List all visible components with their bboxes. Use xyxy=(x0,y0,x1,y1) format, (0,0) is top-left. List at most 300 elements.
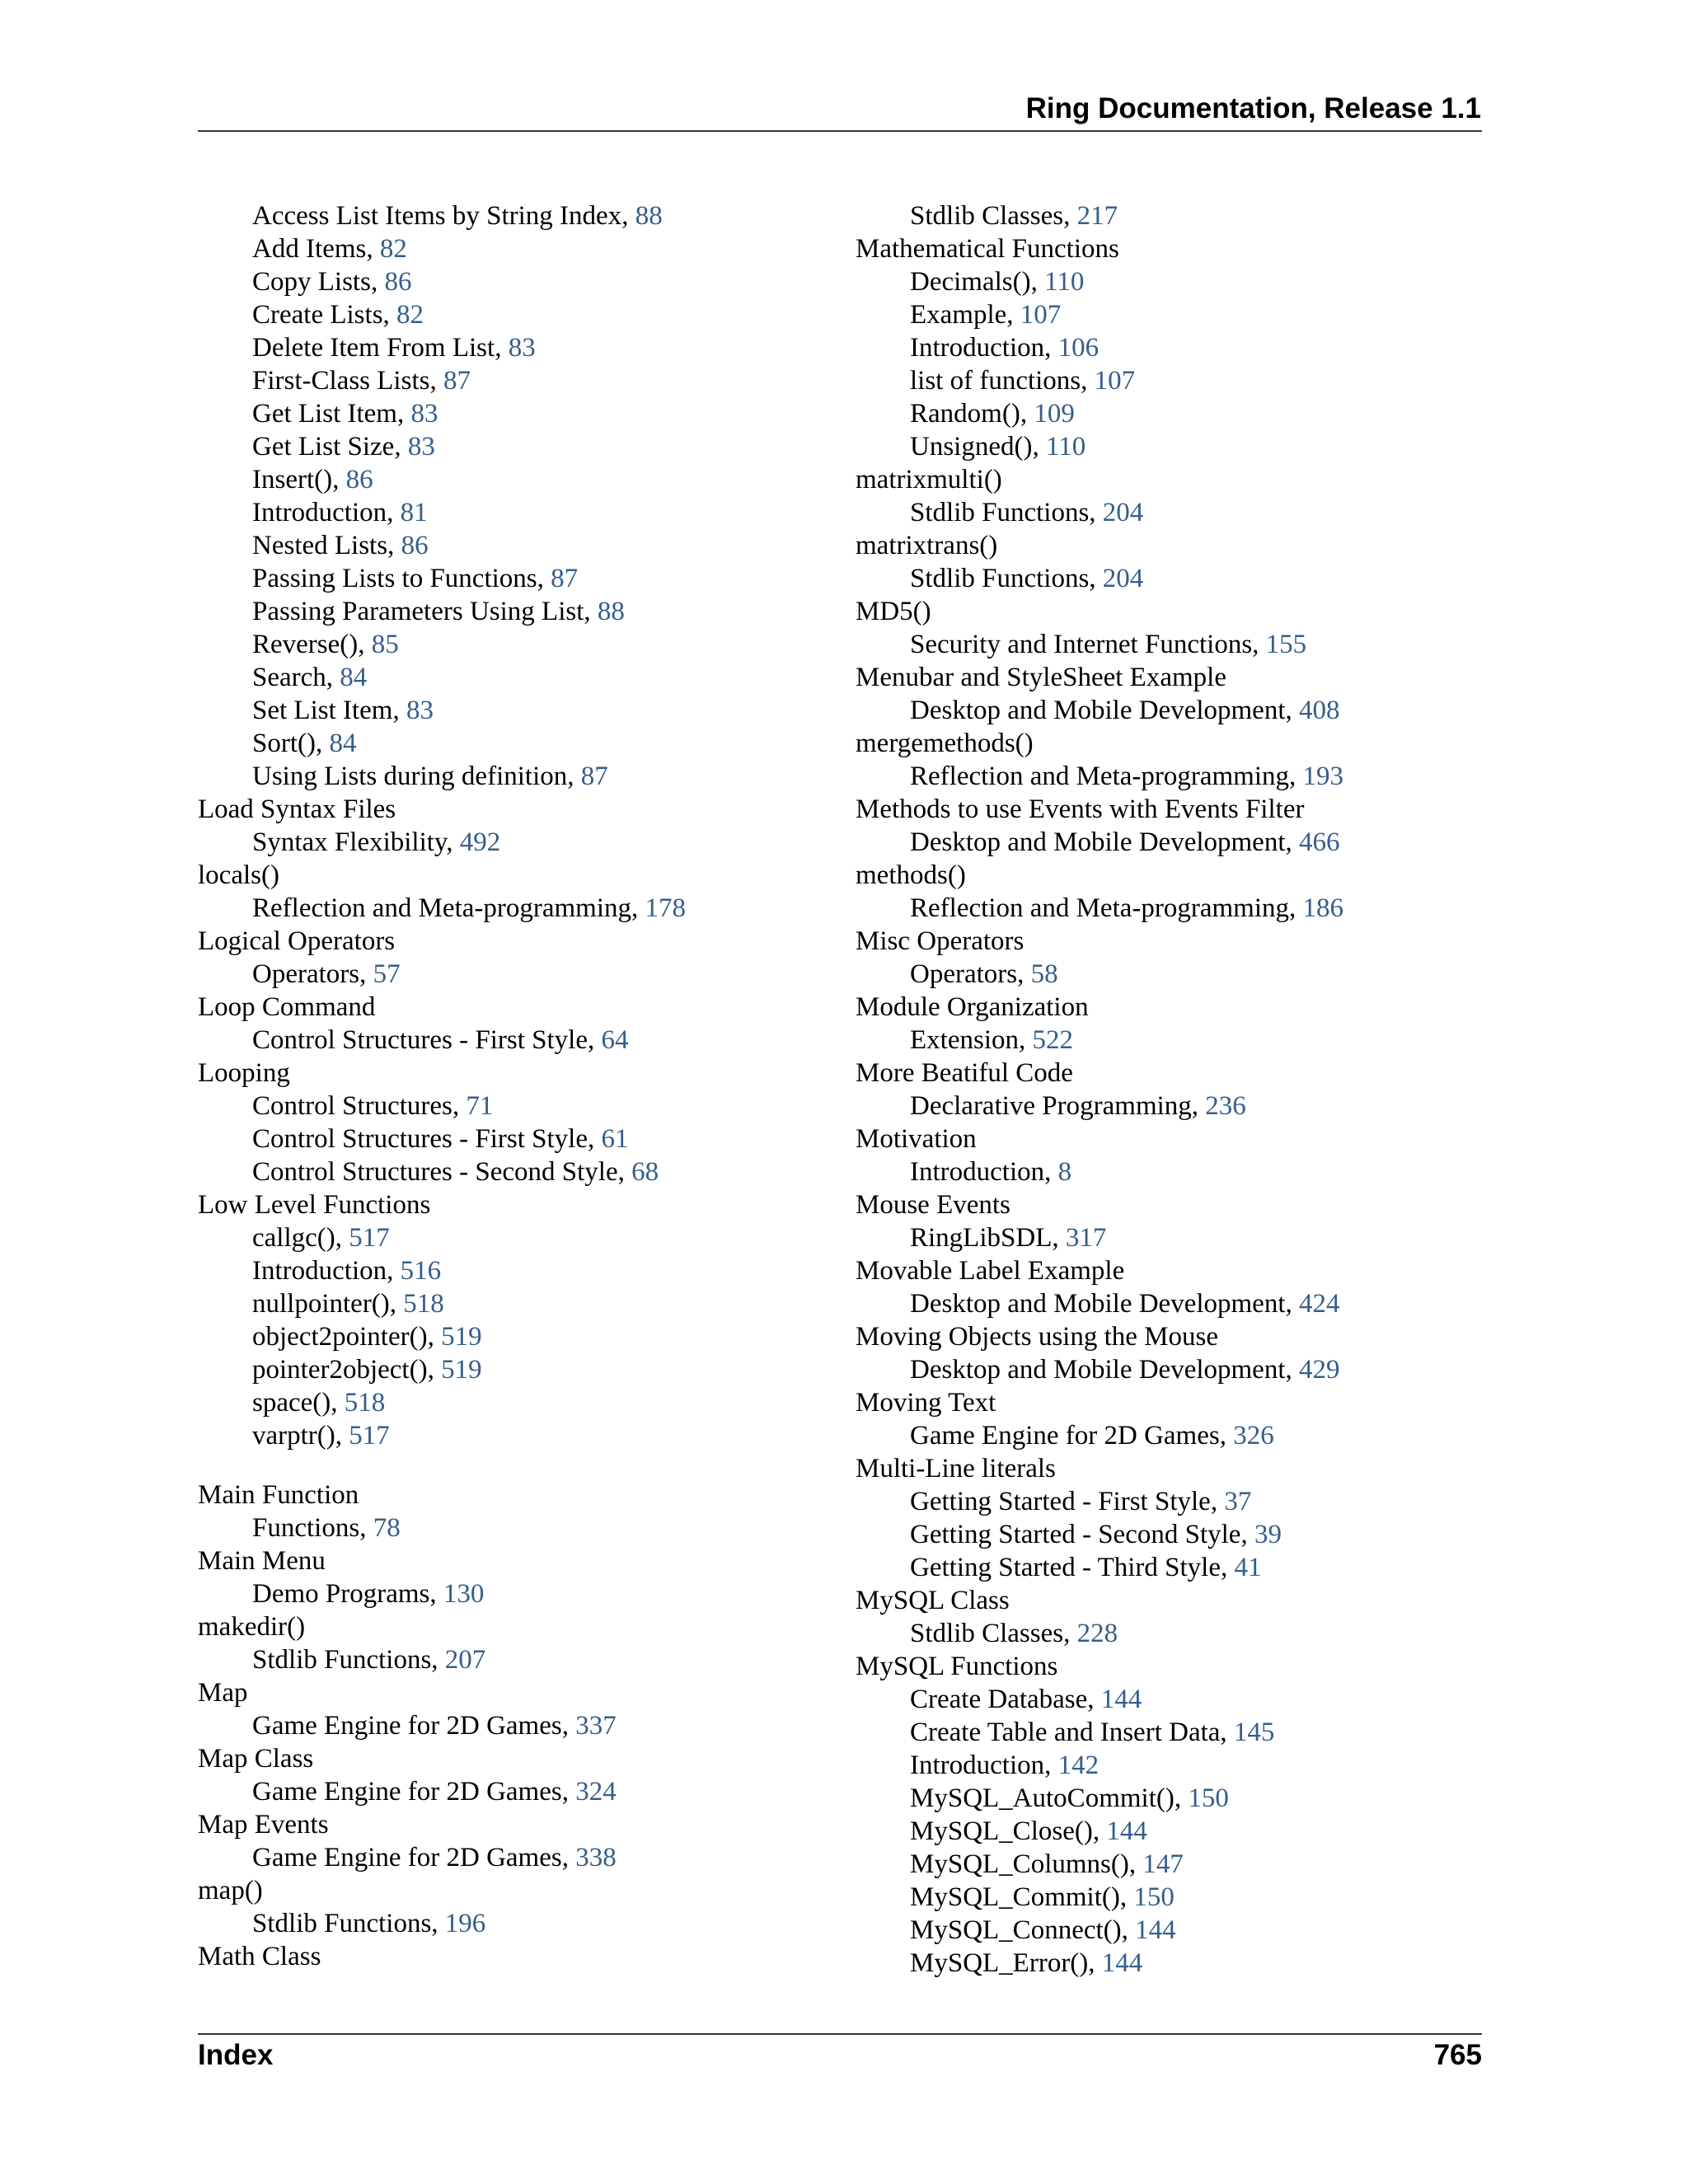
page-reference-link[interactable]: 41 xyxy=(1234,1553,1262,1582)
index-entry-label: Getting Started - Second Style xyxy=(910,1520,1241,1549)
index-entry-label: Logical Operators xyxy=(198,926,396,956)
index-entry-label: Getting Started - First Style xyxy=(910,1487,1211,1516)
index-entry-label: Stdlib Functions xyxy=(910,564,1090,593)
index-entry-label: Operators xyxy=(252,959,360,989)
index-subentry xyxy=(856,628,1343,661)
page-reference-link[interactable]: 466 xyxy=(1299,827,1340,857)
index-entry-label: Game Engine for 2D Games xyxy=(252,1777,562,1807)
footer-section-label: Index xyxy=(198,2039,274,2071)
index-entry-label: callgc() xyxy=(252,1223,335,1253)
index-subentry xyxy=(856,1782,1343,1815)
index-separator: , xyxy=(396,399,411,429)
page-reference-link[interactable]: 82 xyxy=(396,300,424,330)
index-separator: , xyxy=(1044,1750,1058,1780)
index-entry-label: Looping xyxy=(198,1058,290,1088)
page-reference-link[interactable]: 144 xyxy=(1100,1685,1142,1714)
index-entry xyxy=(198,1057,686,1090)
page-reference-link[interactable]: 86 xyxy=(401,531,429,560)
index-subentry xyxy=(856,364,1343,397)
index-subentry xyxy=(198,529,686,562)
page-reference-link[interactable]: 424 xyxy=(1299,1289,1340,1319)
index-entry-label: MySQL Functions xyxy=(856,1652,1058,1681)
page-reference-link[interactable]: 518 xyxy=(403,1289,444,1319)
page-reference-link[interactable]: 87 xyxy=(580,762,608,791)
index-entry-label: MySQL_Columns() xyxy=(910,1849,1129,1879)
page-reference-link[interactable]: 217 xyxy=(1076,201,1118,231)
page-reference-link[interactable]: 130 xyxy=(443,1579,485,1609)
index-entry-label: Decimals() xyxy=(910,267,1031,297)
page-reference-link[interactable]: 429 xyxy=(1299,1355,1340,1385)
page-reference-link[interactable]: 144 xyxy=(1135,1915,1176,1945)
index-entry-label: Stdlib Functions xyxy=(252,1909,432,1938)
index-subentry xyxy=(198,1320,686,1353)
index-separator: , xyxy=(359,1513,373,1543)
page-reference-link[interactable]: 83 xyxy=(407,432,435,462)
index-separator: , xyxy=(617,1157,632,1187)
index-entry-label: Sort() xyxy=(252,729,316,758)
page-reference-link[interactable]: 145 xyxy=(1233,1718,1275,1747)
index-entry xyxy=(856,463,1343,496)
index-subentry xyxy=(198,1643,686,1676)
index-entry-label: Passing Parameters Using List xyxy=(252,597,584,626)
index-separator: , xyxy=(1063,201,1077,231)
page-reference-link[interactable]: 324 xyxy=(575,1777,617,1807)
index-separator: , xyxy=(1285,827,1299,857)
page-reference-link[interactable]: 193 xyxy=(1302,762,1344,791)
index-entry-label: Module Organization xyxy=(856,992,1089,1022)
page-reference-link[interactable]: 144 xyxy=(1101,1948,1143,1978)
index-entry-label: Game Engine for 2D Games xyxy=(910,1421,1220,1451)
index-entry xyxy=(198,793,686,826)
index-entry-label: Introduction xyxy=(252,1256,387,1286)
index-entry-label: MySQL_Commit() xyxy=(910,1882,1120,1912)
index-entry xyxy=(198,1610,686,1643)
page-reference-link[interactable]: 155 xyxy=(1265,630,1307,659)
index-separator: , xyxy=(446,827,460,857)
index-entry-label: locals() xyxy=(198,860,279,890)
index-subentry xyxy=(198,826,686,859)
index-subentry xyxy=(856,430,1343,463)
index-separator: , xyxy=(1018,1025,1033,1055)
index-entry-label: Control Structures - First Style xyxy=(252,1025,588,1055)
index-separator: , xyxy=(1240,1520,1254,1549)
index-entry-label: MD5() xyxy=(856,597,931,626)
page-reference-link[interactable]: 228 xyxy=(1076,1619,1118,1648)
page-reference-link[interactable]: 107 xyxy=(1020,300,1062,330)
index-entry-label: Passing Lists to Functions xyxy=(252,564,537,593)
index-entry-label: matrixmulti() xyxy=(856,465,1002,494)
index-subentry xyxy=(856,1815,1343,1848)
index-separator: , xyxy=(567,762,581,791)
page-reference-link[interactable]: 150 xyxy=(1133,1882,1175,1912)
index-separator: , xyxy=(1087,1685,1101,1714)
index-entry-label: Getting Started - Third Style xyxy=(910,1553,1221,1582)
index-entry-label: Get List Size xyxy=(252,432,395,462)
index-separator: , xyxy=(1044,333,1058,363)
page-reference-link[interactable]: 88 xyxy=(635,201,663,231)
index-entry-label: Introduction xyxy=(910,1750,1045,1780)
index-entry-label: Misc Operators xyxy=(856,926,1025,956)
page-reference-link[interactable]: 338 xyxy=(575,1843,617,1872)
page-reference-link[interactable]: 147 xyxy=(1142,1849,1184,1879)
index-entry-label: pointer2object() xyxy=(252,1355,428,1385)
index-subentry xyxy=(856,397,1343,430)
page-reference-link[interactable]: 522 xyxy=(1032,1025,1073,1055)
index-separator: , xyxy=(1128,1849,1143,1879)
page-reference-link[interactable]: 517 xyxy=(349,1421,390,1451)
index-subentry xyxy=(856,331,1343,364)
index-subentry xyxy=(198,727,686,760)
index-entry-label: list of functions xyxy=(910,366,1081,396)
index-subentry xyxy=(856,1749,1343,1782)
index-separator: , xyxy=(331,1388,345,1418)
index-subentry xyxy=(198,331,686,364)
index-entry-label: Search xyxy=(252,663,326,692)
index-entry-label: Main Function xyxy=(198,1480,359,1510)
index-separator: , xyxy=(335,1223,349,1253)
page-reference-link[interactable]: 86 xyxy=(345,465,373,494)
index-separator: , xyxy=(431,1909,445,1938)
index-separator: , xyxy=(1017,959,1031,989)
index-entry-label: Reflection and Meta-programming xyxy=(910,893,1290,923)
index-entry-label: Stdlib Functions xyxy=(910,498,1090,527)
index-subentry xyxy=(856,265,1343,298)
index-subentry xyxy=(856,298,1343,331)
index-entry xyxy=(198,1940,686,1973)
index-subentry xyxy=(198,265,686,298)
index-separator: , xyxy=(1285,696,1299,725)
index-entry xyxy=(198,859,686,892)
page-reference-link[interactable]: 337 xyxy=(575,1711,617,1741)
page-reference-link[interactable]: 236 xyxy=(1205,1091,1246,1121)
index-entry-label: Reflection and Meta-programming xyxy=(910,762,1290,791)
index-entry xyxy=(856,925,1343,958)
page-reference-link[interactable]: 317 xyxy=(1065,1223,1107,1253)
index-subentry xyxy=(198,661,686,694)
index-separator: , xyxy=(1285,1355,1299,1385)
index-entry-label: Get List Item xyxy=(252,399,397,429)
index-subentry xyxy=(856,958,1343,991)
page-reference-link[interactable]: 326 xyxy=(1233,1421,1274,1451)
index-entry-label: Mouse Events xyxy=(856,1190,1010,1220)
index-separator: , xyxy=(495,333,509,363)
index-entry-label: Movable Label Example xyxy=(856,1256,1125,1286)
footer-page-number: 765 xyxy=(1433,2039,1482,2071)
index-entry-label: Access List Items by String Index xyxy=(252,201,622,231)
page-reference-link[interactable]: 519 xyxy=(441,1322,482,1352)
index-entry-label: Motivation xyxy=(856,1124,977,1154)
index-separator: , xyxy=(394,432,408,462)
index-separator: , xyxy=(358,630,372,659)
index-entry-label: Insert() xyxy=(252,465,333,494)
index-separator: , xyxy=(588,1124,602,1154)
index-entry-label: Desktop and Mobile Development xyxy=(910,827,1286,857)
index-separator: , xyxy=(537,564,551,593)
index-subentry xyxy=(198,1287,686,1320)
index-subentry xyxy=(198,595,686,628)
index-entry-label: Create Database xyxy=(910,1685,1088,1714)
page-reference-link[interactable]: 57 xyxy=(373,959,401,989)
index-entry-label: MySQL Class xyxy=(856,1586,1010,1615)
page-reference-link[interactable]: 178 xyxy=(645,893,687,923)
index-entry-label: Create Table and Insert Data xyxy=(910,1718,1221,1747)
index-column-left xyxy=(198,199,686,1973)
index-separator: , xyxy=(1032,432,1046,462)
page-reference-link[interactable]: 58 xyxy=(1030,959,1058,989)
index-separator: , xyxy=(452,1091,467,1121)
page-reference-link[interactable]: 82 xyxy=(379,234,407,264)
page-reference-link[interactable]: 83 xyxy=(410,399,438,429)
index-separator: , xyxy=(429,1579,443,1609)
page-reference-link[interactable]: 61 xyxy=(601,1124,629,1154)
index-separator: , xyxy=(316,729,330,758)
page-reference-link[interactable]: 109 xyxy=(1034,399,1075,429)
index-separator: , xyxy=(561,1777,576,1807)
index-entry-label: mergemethods() xyxy=(856,729,1034,758)
page-reference-link[interactable]: 204 xyxy=(1102,564,1144,593)
page-reference-link[interactable]: 150 xyxy=(1188,1783,1229,1813)
index-entry-label: Add Items xyxy=(252,234,367,264)
index-entry xyxy=(198,991,686,1024)
index-entry-label: Low Level Functions xyxy=(198,1190,431,1220)
index-separator: , xyxy=(370,267,385,297)
index-entry xyxy=(856,595,1343,628)
index-subentry xyxy=(198,760,686,793)
page-reference-link[interactable]: 107 xyxy=(1094,366,1136,396)
index-entry-label: methods() xyxy=(856,860,966,890)
index-separator: , xyxy=(1088,1948,1102,1978)
index-subentry xyxy=(198,958,686,991)
page-reference-link[interactable]: 64 xyxy=(601,1025,629,1055)
index-entry-label: Math Class xyxy=(198,1942,321,1971)
index-subentry xyxy=(198,1841,686,1874)
index-subentry xyxy=(198,628,686,661)
index-subentry xyxy=(856,1881,1343,1914)
index-subentry xyxy=(198,562,686,595)
index-subentry xyxy=(198,1775,686,1808)
page-reference-link[interactable]: 144 xyxy=(1106,1816,1147,1846)
index-subentry xyxy=(198,1122,686,1155)
page-reference-link[interactable]: 110 xyxy=(1044,267,1085,297)
index-subentry xyxy=(198,1386,686,1419)
index-separator: , xyxy=(561,1711,576,1741)
index-separator: , xyxy=(1219,1421,1234,1451)
index-entry xyxy=(856,1650,1343,1683)
index-separator: , xyxy=(389,1289,404,1319)
index-entry-label: Game Engine for 2D Games xyxy=(252,1843,562,1872)
index-subentry xyxy=(856,1221,1343,1254)
page-reference-link[interactable]: 81 xyxy=(400,498,428,527)
index-subentry xyxy=(856,496,1343,529)
index-separator: , xyxy=(335,1421,349,1451)
index-separator: , xyxy=(387,531,401,560)
page-reference-link[interactable]: 196 xyxy=(444,1909,486,1938)
index-separator: , xyxy=(332,465,346,494)
index-entry-label: Reflection and Meta-programming xyxy=(252,893,632,923)
index-entry-label: Game Engine for 2D Games xyxy=(252,1711,562,1741)
index-subentry xyxy=(198,364,686,397)
page-reference-link[interactable]: 37 xyxy=(1224,1487,1252,1516)
page-reference-link[interactable]: 8 xyxy=(1057,1157,1072,1187)
index-subentry xyxy=(856,1353,1343,1386)
index-separator: , xyxy=(326,663,340,692)
index-subentry xyxy=(198,1511,686,1544)
index-entry-label: Operators xyxy=(910,959,1018,989)
page-reference-link[interactable]: 84 xyxy=(329,729,357,758)
index-entry-label: Control Structures - First Style xyxy=(252,1124,588,1154)
index-entry-label: Declarative Programming xyxy=(910,1091,1192,1121)
index-separator: , xyxy=(588,1025,602,1055)
page-reference-link[interactable]: 88 xyxy=(597,597,625,626)
index-subentry xyxy=(856,694,1343,727)
page-reference-link[interactable]: 83 xyxy=(508,333,536,363)
index-entry-label: Stdlib Classes xyxy=(910,1619,1064,1648)
page-reference-link[interactable]: 85 xyxy=(371,630,399,659)
index-entry-label: Introduction xyxy=(252,498,387,527)
index-separator: , xyxy=(431,1645,445,1675)
index-separator: , xyxy=(621,201,635,231)
index-subentry xyxy=(856,760,1343,793)
index-subentry xyxy=(856,1947,1343,1980)
index-subentry xyxy=(198,496,686,529)
footer-rule xyxy=(198,2033,1482,2035)
index-entry-label: Unsigned() xyxy=(910,432,1033,462)
index-subentry xyxy=(856,1617,1343,1650)
page-reference-link[interactable]: 516 xyxy=(400,1256,442,1286)
page-reference-link[interactable]: 71 xyxy=(466,1091,494,1121)
page-header-title: Ring Documentation, Release 1.1 xyxy=(1025,92,1481,124)
index-entry-label: Moving Text xyxy=(856,1388,996,1418)
index-separator: , xyxy=(1289,893,1303,923)
index-entry-label: Main Menu xyxy=(198,1546,326,1576)
index-entry-label: Moving Objects using the Mouse xyxy=(856,1322,1218,1352)
index-entry-label: Syntax Flexibility xyxy=(252,827,447,857)
page-reference-link[interactable]: 78 xyxy=(373,1513,401,1543)
page-reference-link[interactable]: 186 xyxy=(1302,893,1344,923)
index-entry-label: Loop Command xyxy=(198,992,376,1022)
index-separator: , xyxy=(1285,1289,1299,1319)
index-entry-label: Map Events xyxy=(198,1810,329,1840)
index-entry-label: Set List Item xyxy=(252,696,393,725)
index-entry-label: Copy Lists xyxy=(252,267,371,297)
index-separator: , xyxy=(392,696,406,725)
index-entry xyxy=(856,1452,1343,1485)
header-rule xyxy=(198,130,1482,132)
page-reference-link[interactable]: 110 xyxy=(1045,432,1086,462)
index-entry xyxy=(198,1874,686,1907)
index-entry-label: space() xyxy=(252,1388,331,1418)
index-entry-label: Introduction xyxy=(910,1157,1045,1187)
index-entry-label: Desktop and Mobile Development xyxy=(910,1355,1286,1385)
index-separator: , xyxy=(1289,762,1303,791)
page-reference-link[interactable]: 106 xyxy=(1057,333,1100,363)
page-reference-link[interactable]: 68 xyxy=(631,1157,659,1187)
page-reference-link[interactable]: 84 xyxy=(340,663,368,692)
index-entry-label: MySQL_Error() xyxy=(910,1948,1089,1978)
page-reference-link[interactable]: 39 xyxy=(1254,1520,1282,1549)
index-subentry xyxy=(198,1221,686,1254)
index-subentry xyxy=(198,430,686,463)
index-subentry xyxy=(856,892,1343,925)
index-entry-label: Extension xyxy=(910,1025,1019,1055)
index-subentry xyxy=(198,1254,686,1287)
index-subentry xyxy=(198,463,686,496)
page-reference-link[interactable]: 207 xyxy=(444,1645,486,1675)
index-entry xyxy=(856,1057,1343,1090)
index-entry-label: MySQL_Close() xyxy=(910,1816,1093,1846)
index-entry xyxy=(856,859,1343,892)
index-entry-label: First-Class Lists xyxy=(252,366,430,396)
index-entry-label: map() xyxy=(198,1876,263,1905)
index-separator: , xyxy=(1174,1783,1189,1813)
index-separator: , xyxy=(1089,498,1103,527)
index-separator: , xyxy=(1220,1718,1234,1747)
page-reference-link[interactable]: 87 xyxy=(443,366,471,396)
index-subentry xyxy=(856,1485,1343,1518)
index-subentry xyxy=(856,1090,1343,1122)
page-reference-link[interactable]: 492 xyxy=(459,827,501,857)
index-subentry xyxy=(198,892,686,925)
index-subentry xyxy=(198,232,686,265)
index-entry-label: Desktop and Mobile Development xyxy=(910,696,1286,725)
page-reference-link[interactable]: 519 xyxy=(441,1355,482,1385)
index-subentry xyxy=(198,397,686,430)
index-entry-label: Control Structures - Second Style xyxy=(252,1157,618,1187)
index-entry xyxy=(198,925,686,958)
index-entry-label: Delete Item From List xyxy=(252,333,495,363)
index-entry xyxy=(198,1479,686,1511)
index-separator: , xyxy=(1044,1157,1058,1187)
index-separator: , xyxy=(1119,1882,1134,1912)
index-entry-label: Desktop and Mobile Development xyxy=(910,1289,1286,1319)
page-reference-link[interactable]: 517 xyxy=(349,1223,390,1253)
index-entry xyxy=(198,1808,686,1841)
page-reference-link[interactable]: 408 xyxy=(1299,696,1340,725)
index-entry xyxy=(856,1386,1343,1419)
index-entry xyxy=(856,232,1343,265)
page-reference-link[interactable]: 518 xyxy=(344,1388,386,1418)
index-subentry xyxy=(856,1551,1343,1584)
page-reference-link[interactable]: 87 xyxy=(551,564,579,593)
index-entry-label: Map xyxy=(198,1678,248,1708)
page-reference-link[interactable]: 86 xyxy=(384,267,412,297)
index-entry-label: varptr() xyxy=(252,1421,335,1451)
page-reference-link[interactable]: 204 xyxy=(1102,498,1144,527)
index-column-right xyxy=(856,199,1343,1980)
index-separator: , xyxy=(1252,630,1266,659)
index-subentry xyxy=(198,199,686,232)
index-entry-label: Reverse() xyxy=(252,630,359,659)
index-entry xyxy=(856,1254,1343,1287)
index-separator: , xyxy=(382,300,397,330)
index-entry-label: MySQL_Connect() xyxy=(910,1915,1122,1945)
index-entry-label: Load Syntax Files xyxy=(198,794,396,824)
index-separator: , xyxy=(366,234,380,264)
index-entry-label: Using Lists during definition xyxy=(252,762,568,791)
index-entry-label: Menubar and StyleSheet Example xyxy=(856,663,1226,692)
page-reference-link[interactable]: 142 xyxy=(1057,1750,1100,1780)
index-subentry xyxy=(856,199,1343,232)
page-reference-link[interactable]: 83 xyxy=(406,696,434,725)
index-separator: , xyxy=(387,498,401,527)
index-entry-label: Security and Internet Functions xyxy=(910,630,1253,659)
index-entry-label: Mathematical Functions xyxy=(856,234,1119,264)
index-subentry xyxy=(856,1518,1343,1551)
index-subentry xyxy=(198,1419,686,1452)
index-subentry xyxy=(856,1419,1343,1452)
index-entry-label: makedir() xyxy=(198,1612,306,1642)
index-entry-label: Functions xyxy=(252,1513,360,1543)
